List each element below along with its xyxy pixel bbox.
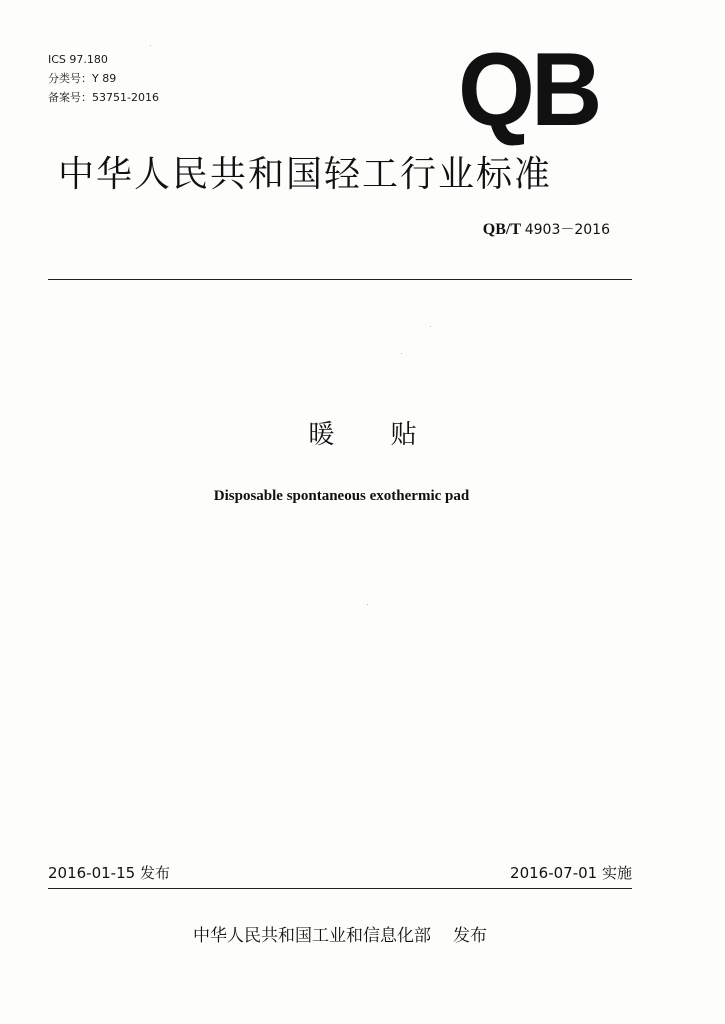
scan-speck <box>430 326 431 327</box>
issuer-action: 发布 <box>453 926 487 946</box>
scan-speck <box>150 45 151 46</box>
document-title-english: Disposable spontaneous exothermic pad <box>213 488 470 504</box>
scan-speck <box>367 604 368 605</box>
classification-code: 分类号：Y 89 <box>48 72 117 85</box>
header-metadata <box>48 50 159 107</box>
standard-prefix: QB/T <box>482 221 521 238</box>
issuer-name: 中华人民共和国工业和信息化部 <box>193 926 431 946</box>
implement-date: 2016-07-01 实施 <box>510 864 632 882</box>
filing-number: 备案号：53751-2016 <box>48 91 159 104</box>
publish-date: 2016-01-15 发布 <box>48 864 170 882</box>
top-divider <box>48 279 632 280</box>
scan-speck <box>401 353 402 354</box>
organization-title: 中华人民共和国轻工行业标准 <box>58 154 553 195</box>
ics-code: ICS 97.180 <box>48 53 108 66</box>
issuer-line <box>0 924 680 948</box>
standard-code: 4903－2016 <box>524 222 610 238</box>
document-title-chinese: 暖 贴 <box>308 420 441 450</box>
bottom-divider <box>48 888 632 889</box>
qb-logo: QB <box>458 32 599 148</box>
standard-number <box>483 220 610 240</box>
